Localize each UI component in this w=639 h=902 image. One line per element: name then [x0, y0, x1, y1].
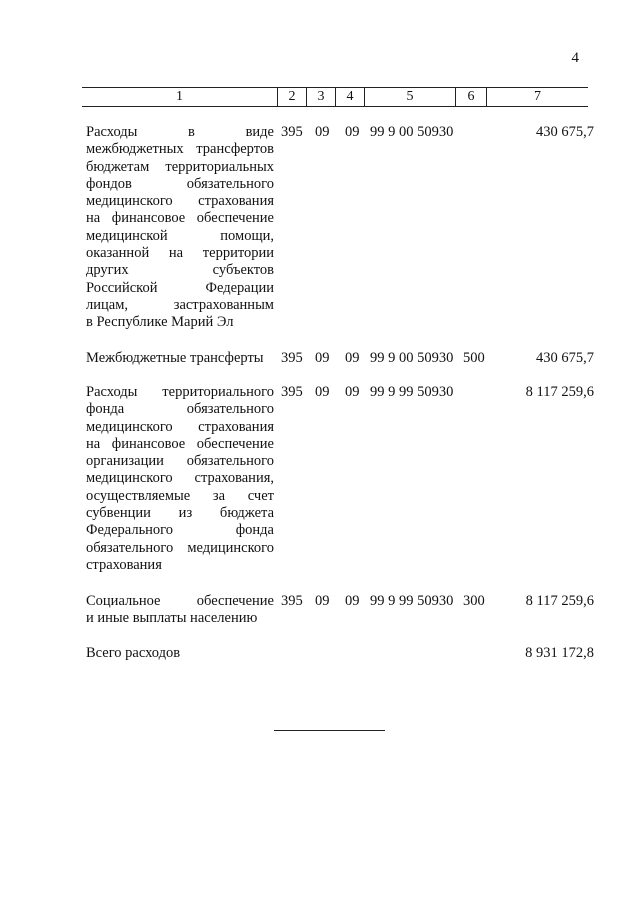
row-sum: 8 117 259,6 [525, 593, 594, 609]
row-cs: 99 9 00 50930 [370, 124, 454, 140]
header-col-6: 6 [456, 88, 487, 106]
row-name-line: медицинского страхования [86, 193, 274, 210]
row-pr: 09 [345, 593, 360, 609]
row-name-line: в Республике Марий Эл [86, 314, 234, 331]
row-name-line: осуществляемые за счет [86, 487, 274, 504]
row-name-line: фондов обязательного [86, 175, 274, 192]
row-gr: 395 [281, 124, 303, 140]
row-name-line: медицинской помощи, [86, 227, 274, 244]
row-name [86, 645, 274, 662]
row-gr: 395 [281, 350, 303, 366]
row-vr: 300 [463, 593, 485, 609]
row-pr: 09 [345, 350, 360, 366]
end-rule [274, 730, 385, 731]
row-sum: 430 675,7 [536, 124, 594, 140]
row-pr: 09 [345, 384, 360, 400]
row-name-line: и иные выплаты населению [86, 610, 258, 627]
row-name [86, 124, 274, 332]
row-name-line: медицинского страхования, [86, 470, 274, 487]
header-col-4: 4 [336, 88, 365, 106]
row-name-line: бюджетам территориальных [86, 158, 274, 175]
row-rz: 09 [315, 384, 330, 400]
row-name-line: организации обязательного [86, 453, 274, 470]
row-cs: 99 9 99 50930 [370, 593, 454, 609]
row-sum: 8 117 259,6 [525, 384, 594, 400]
row-name [86, 384, 274, 574]
row-name-line: Социальное обеспечение [86, 593, 274, 609]
row-name-line: межбюджетных трансфертов [86, 141, 274, 158]
header-col-2: 2 [278, 88, 307, 106]
row-name-line: Расходы территориального [86, 384, 274, 400]
row-name [86, 593, 274, 628]
row-name-line: Федерального фонда [86, 522, 274, 539]
row-name-line: субвенции из бюджета [86, 505, 274, 522]
header-col-7: 7 [534, 89, 541, 104]
table-header-row [82, 88, 588, 106]
table-header-bottom-rule [82, 106, 588, 107]
row-rz: 09 [315, 350, 330, 366]
row-name-line: медицинского страхования [86, 418, 274, 435]
row-name-line: других субъектов [86, 262, 274, 279]
row-name-line: на финансовое обеспечение [86, 210, 274, 227]
row-name [86, 350, 274, 367]
header-col-3: 3 [307, 88, 336, 106]
row-name-line: Всего расходов [86, 645, 181, 661]
row-sum: 430 675,7 [536, 350, 594, 366]
row-name-line: оказанной на территории [86, 245, 274, 262]
header-col-1: 1 [82, 88, 278, 106]
row-pr: 09 [345, 124, 360, 140]
page-number: 4 [571, 50, 579, 66]
row-vr: 500 [463, 350, 485, 366]
row-name-line: Российской Федерации [86, 279, 274, 296]
row-gr: 395 [281, 593, 303, 609]
row-name-line: страхования [86, 556, 162, 573]
row-name-line: лицам, застрахованным [86, 296, 274, 313]
row-name-line: обязательного медицинского [86, 539, 274, 556]
row-sum: 8 931 172,8 [525, 645, 594, 661]
row-name-line: на финансовое обеспечение [86, 435, 274, 452]
row-cs: 99 9 00 50930 [370, 350, 454, 366]
row-name-line: Межбюджетные трансферты [86, 350, 264, 366]
row-name-line: фонда обязательного [86, 401, 274, 418]
row-gr: 395 [281, 384, 303, 400]
row-rz: 09 [315, 593, 330, 609]
row-rz: 09 [315, 124, 330, 140]
header-col-5: 5 [365, 88, 456, 106]
row-cs: 99 9 99 50930 [370, 384, 454, 400]
row-name-line: Расходы в виде [86, 124, 274, 140]
